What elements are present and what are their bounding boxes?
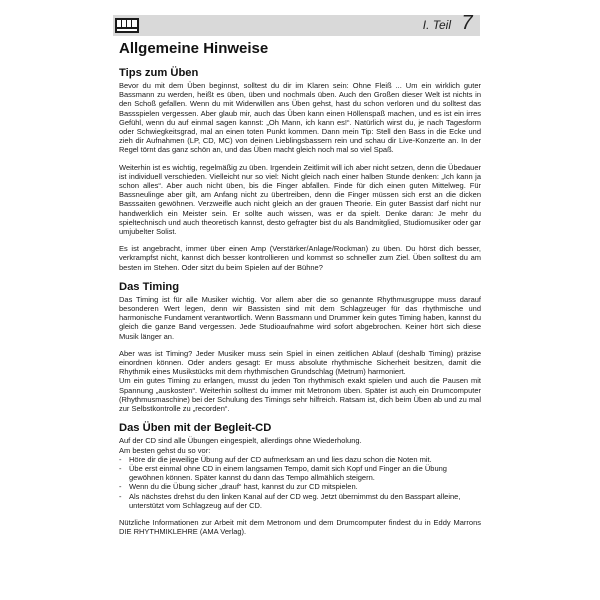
paragraph: Auf der CD sind alle Übungen eingespielt, allerdings ohne Wiederholung. (119, 436, 362, 446)
publisher-logo-icon (115, 18, 139, 33)
paragraph: Weiterhin ist es wichtig, regelmäßig zu üben. Irgendein Zeitlimit will ich aber nicht setzen, denn die Übedauer ist individuell verschieden. Vielleicht nur so viel: Nicht gleich nach einer halben Stunde denken: „Ich kann ja schon alles“. Aber auch nicht üben, bis die Finger abfallen. Finde für dich einen guten Mittelweg. Für Bassneulinge aber gilt, am Anfang nicht zu übertreiben, denn die Finger müssen sich erst an die dicken Basssaiten gewöhnen. Verzweifle auch nicht gleich an der grauen Theorie. Ein guter Bassist darf nicht nur handwerklich ein Meister sein. Er sollte auch wissen, was er da spielt. Denke daran: Je mehr du spieltechnisch und auch theoretisch kannst, desto gefragter bist du als Bandmitglied, Studiomusiker oder gar umjubelter Solist. (119, 162, 481, 237)
paragraph: Bevor du mit dem Üben beginnst, solltest du dir im Klaren sein: Ohne Fleiß ... Um ein wirklich guter Bassmann zu werden, heißt es üben, üben und nochmals üben. Auch den Großen dieser Welt ist nichts in den Schoß gefallen. Wenn du mit Widerwillen ans Üben gehst, hast du schon verloren und du solltest das Bassspielen vergessen. Aber glaub mir, auch das Üben kann einen Höllenspaß machen, und es ist ein irres Gefühl, wenn du auf einmal sagen kannst: „Oh Mann, ich kann es!“. Natürlich wirst du, je nach Tagesform oder Schwiegkeitsgrad, mal an einen toten Punkt kommen. Dann mein Tip: Stell den Bass in die Ecke und zieh dir Aufnahmen (LP, CD, MC) von deinen Lieblingsbassern rein und schau dir Live-Konzerte an. In der Regel törnt das ganz schön an, und das Üben macht gleich noch mal so viel Spaß. (119, 81, 481, 155)
list-item: - Wenn du die Übung sicher „drauf“ hast, kannst du zur CD mitspielen. (119, 482, 481, 491)
list-item: - Übe erst einmal ohne CD in einem langsamen Tempo, damit sich Kopf und Finger an die Übung gewöhnen können. Später kannst du dann das Tempo allmählich steigern. (119, 464, 481, 482)
practice-steps-list (119, 455, 481, 510)
part-title: I. Teil (422, 18, 451, 32)
page-title: Allgemeine Hinweise (119, 40, 269, 57)
paragraph: Es ist angebracht, immer über einen Amp (Verstärker/Anlage/Rockman) zu üben. Du hörst dich besser, verkrampfst nicht, kannst dich besser kontrollieren und kommst so schneller zum Ziel. Üben solltest du am besten im Stehen. Oder sitzt du beim Spielen auf der Bühne? (119, 244, 481, 272)
paragraph: Das Timing ist für alle Musiker wichtig. Vor allem aber die so genannte Rhythmusgruppe muss darauf besonderen Wert legen, denn wir Bassisten sind mit dem Schlagzeuger für das rhythmische und harmonische Fundament verantwortlich. Wenn Bassmann und Drummer kein gutes Timing haben, kannst du gleich die ganze Band vergessen. Jede Studioaufnahme wird sofort abgebrochen. Keiner hört sich diese Musik länger an. (119, 294, 481, 341)
paragraph: Aber was ist Timing? Jeder Musiker muss sein Spiel in einen zeitlichen Ablauf (deshalb Timing) präzise einordnen können. Oder anders gesagt: Er muss absolute rhythmische Sicherheit besitzen, damit die Rhythmik eines Musikstücks mit dem rhythmischen Grundschlag (Metrum) harmoniert. (119, 348, 481, 377)
section-heading-tips: Tips zum Üben (119, 67, 199, 79)
list-item: - Als nächstes drehst du den linken Kanal auf der CD weg. Jetzt übernimmst du den Basspart alleine, unterstützt vom Schlagzeug auf der CD. (119, 492, 481, 510)
section-heading-timing: Das Timing (119, 280, 180, 293)
paragraph: Nützliche Informationen zur Arbeit mit dem Metronom und dem Drumcomputer findest du in Eddy Marrons DIE RHYTHMIKLEHRE (AMA Verlag). (119, 517, 481, 537)
paragraph: Am besten gehst du so vor: (119, 445, 211, 455)
section-heading-cd: Das Üben mit der Begleit-CD (119, 422, 272, 435)
paragraph: Um ein gutes Timing zu erlangen, musst du jeden Ton rhythmisch exakt spielen und auch die Pausen mit Spannung „auskosten“. Weiterhin solltest du immer mit Metronom üben. Später ist auch ein Drumcomputer (Rhythmusmaschine) bei der Schulung des Timings sehr hilfreich. Ratsam ist, dich beim Üben ab und zu mal zur Selbstkontrolle zu „recorden“. (119, 376, 481, 414)
page-content (119, 40, 481, 544)
list-item: - Höre dir die jeweilige Übung auf der CD aufmerksam an und lies dazu schon die Noten mit. (119, 455, 481, 464)
page-number: 7 (461, 12, 473, 34)
